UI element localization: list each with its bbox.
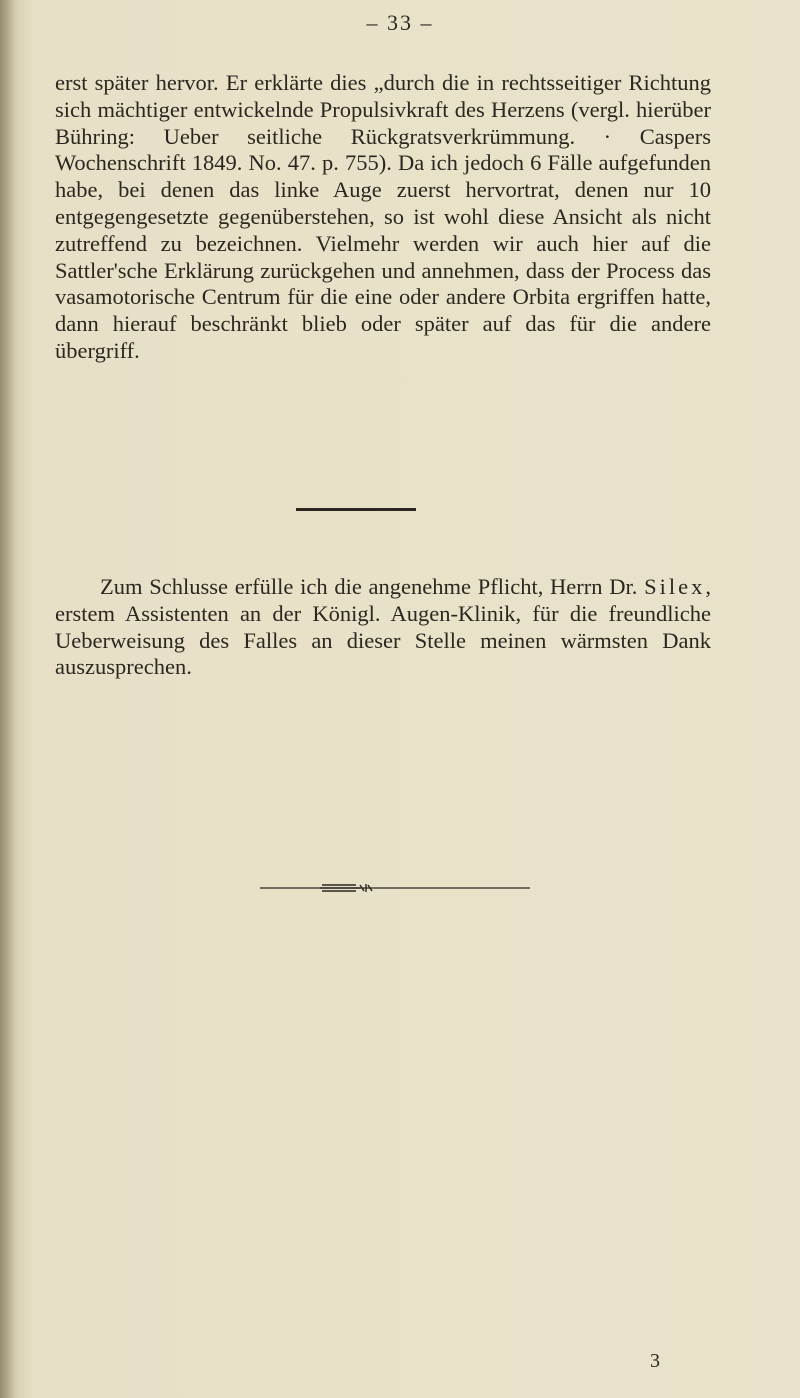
end-ornament-icon [260, 882, 530, 894]
person-name: Silex [644, 574, 706, 599]
paragraph-acknowledgement [55, 574, 711, 681]
signature-mark: 3 [650, 1350, 660, 1372]
page-number: – 33 – [366, 10, 434, 35]
paragraph-main: erst später hervor. Er erklärte dies „durch die in rechtsseitiger Richtung sich mächtiger entwickelnde Propulsivkraft des Herzens (vergl. hierüber Bühring: Ueber seitliche Rückgratsverkrümmung. · Caspers Wochenschrift 1849. No. 47. p. 755). Da ich jedoch 6 Fälle aufgefunden habe, bei denen das linke Auge zuerst hervortrat, denen nur 10 entgegengesetzte gegenüberstehen, so ist wohl diese Ansicht als nicht zutreffend zu bezeichnen. Vielmehr werden wir auch hier auf die Sattler'sche Erklärung zurückgehen und annehmen, dass der Process das vasamotorische Centrum für die eine oder andere Orbita ergriffen hatte, dann hierauf beschränkt blieb oder später auf das für die andere übergriff. [55, 70, 711, 363]
acknowledgement-text-end: , erstem Assistenten an der Königl. Augen-Klinik, für die freundliche Ueberweisung des Falles an dieser Stelle meinen wärmsten Dank auszusprechen. [55, 574, 711, 680]
acknowledgement-text-start: Zum Schlusse erfülle ich die angenehme Pflicht, Herrn Dr. [100, 574, 645, 599]
binding-edge-shadow [0, 0, 18, 1398]
section-divider [296, 508, 416, 511]
